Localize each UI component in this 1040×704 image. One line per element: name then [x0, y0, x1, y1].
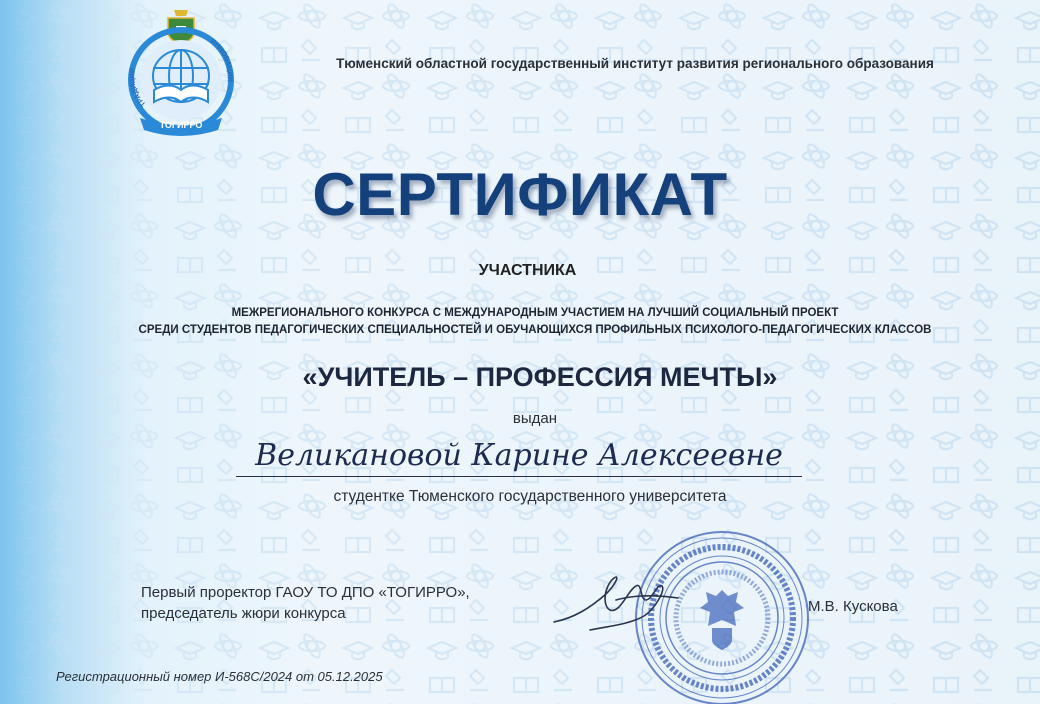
contest-name: «УЧИТЕЛЬ – ПРОФЕССИЯ МЕЧТЫ» [302, 362, 778, 392]
logo-ribbon-text: ТОГИРРО [159, 120, 203, 130]
recipient-description: студентке Тюменского государственного университета [333, 488, 727, 505]
certificate-title: СЕРТИФИКАТ [312, 161, 728, 228]
issued-label: выдан [512, 410, 558, 427]
logo-text-right: ИННОВАЦИИ [208, 37, 234, 82]
signer-title-line-2: председатель жюри конкурса [141, 605, 346, 622]
signature [550, 560, 690, 640]
contest-description-line-2: СРЕДИ СТУДЕНТОВ ПЕДАГОГИЧЕСКИХ СПЕЦИАЛЬНОСТЕЙ И ОБУЧАЮЩИХСЯ ПРОФИЛЬНЫХ ПСИХОЛОГО-ПЕДАГОГИЧЕСКИХ КЛАССОВ [138, 324, 932, 336]
signer-title-line-1: Первый проректор ГАОУ ТО ДПО «ТОГИРРО», [141, 584, 470, 601]
organization-name: Тюменский областной государственный институт развития регионального образования [336, 56, 934, 71]
signer-title [141, 582, 470, 624]
togirro-logo [124, 8, 238, 140]
logo-text-left: ТРАДИЦИИ [128, 67, 148, 108]
registration-number: Регистрационный номер И-568С/2024 от 05.12.2025 [56, 669, 383, 684]
certificate-subtitle: УЧАСТНИКА [478, 262, 577, 279]
signer-name: М.В. Кускова [808, 598, 898, 615]
recipient-name: Великановой Карине Алексеевне [236, 436, 802, 477]
contest-description-line-1: МЕЖРЕГИОНАЛЬНОГО КОНКУРСА С МЕЖДУНАРОДНЫМ УЧАСТИЕМ НА ЛУЧШИЙ СОЦИАЛЬНЫЙ ПРОЕКТ [231, 307, 839, 319]
